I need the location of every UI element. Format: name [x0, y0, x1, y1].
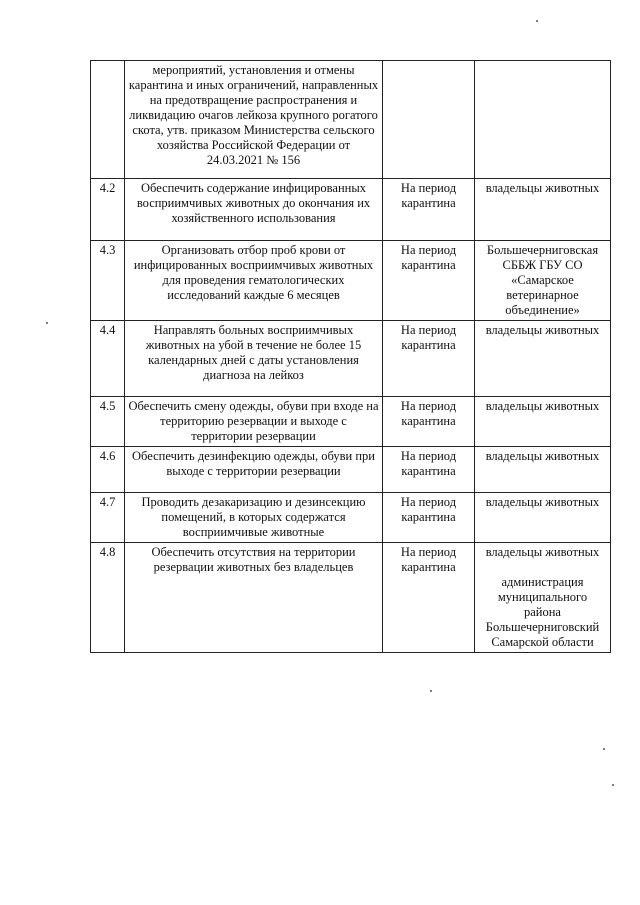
- row-responsible: [475, 61, 611, 179]
- table-row: [91, 397, 611, 447]
- row-period: На период карантина: [383, 179, 475, 241]
- row-period: На период карантина: [383, 241, 475, 321]
- row-number: 4.8: [91, 543, 125, 653]
- spacer: [478, 560, 607, 575]
- row-number: 4.2: [91, 179, 125, 241]
- row-responsible: [475, 241, 611, 321]
- responsible-party: владельцы животных: [485, 323, 600, 337]
- responsible-party: владельцы животных: [485, 399, 600, 413]
- scan-speck: [430, 690, 432, 692]
- row-responsible: [475, 447, 611, 493]
- responsible-party: владельцы животных: [485, 495, 600, 509]
- scan-speck: [536, 20, 538, 22]
- scan-speck: [46, 322, 48, 324]
- row-action: мероприятий, установления и отмены карантина и иных ограничений, направленных на предотвращение распространения и ликвидацию очагов лейкоза крупного рогатого скота, утв. приказом Министерства сельского хозяйства Российской Федерации от 24.03.2021 № 156: [125, 61, 383, 179]
- table-row: [91, 321, 611, 397]
- row-action: Обеспечить содержание инфицированных восприимчивых животных до окончания их хозяйственного использования: [125, 179, 383, 241]
- row-responsible: [475, 321, 611, 397]
- table-row: [91, 493, 611, 543]
- row-action: Обеспечить отсутствия на территории резервации животных без владельцев: [125, 543, 383, 653]
- row-period: На период карантина: [383, 397, 475, 447]
- row-action: Организовать отбор проб крови от инфицированных восприимчивых животных для проведения гематологических исследований каждые 6 месяцев: [125, 241, 383, 321]
- row-period: На период карантина: [383, 543, 475, 653]
- measures-table: [90, 60, 611, 653]
- row-action: Обеспечить дезинфекцию одежды, обуви при выходе с территории резервации: [125, 447, 383, 493]
- table-row: [91, 543, 611, 653]
- responsible-party: администрация муниципального района Большечерниговский Самарской области: [485, 575, 600, 649]
- row-responsible: [475, 397, 611, 447]
- row-number: [91, 61, 125, 179]
- scan-speck: [612, 784, 614, 786]
- row-action: Обеспечить смену одежды, обуви при входе на территорию резервации и выходе с территории резервации: [125, 397, 383, 447]
- row-period: На период карантина: [383, 493, 475, 543]
- row-period: На период карантина: [383, 447, 475, 493]
- row-number: 4.3: [91, 241, 125, 321]
- row-action: Проводить дезакаризацию и дезинсекцию помещений, в которых содержатся восприимчивые животные: [125, 493, 383, 543]
- table-row: [91, 179, 611, 241]
- responsible-party: владельцы животных: [485, 181, 600, 195]
- row-period: На период карантина: [383, 321, 475, 397]
- row-number: 4.5: [91, 397, 125, 447]
- row-responsible: [475, 493, 611, 543]
- row-responsible: [475, 543, 611, 653]
- responsible-party: владельцы животных: [485, 449, 600, 463]
- responsible-party: Большечерниговская СББЖ ГБУ СО «Самарское ветеринарное объединение»: [486, 243, 599, 317]
- row-number: 4.7: [91, 493, 125, 543]
- row-period: [383, 61, 475, 179]
- table-row: [91, 447, 611, 493]
- row-responsible: [475, 179, 611, 241]
- responsible-party: владельцы животных: [485, 545, 600, 559]
- scan-speck: [603, 748, 605, 750]
- table-row: [91, 61, 611, 179]
- table-row: [91, 241, 611, 321]
- row-action: Направлять больных восприимчивых животных на убой в течение не более 15 календарных дней с даты установления диагноза на лейкоз: [125, 321, 383, 397]
- row-number: 4.4: [91, 321, 125, 397]
- row-number: 4.6: [91, 447, 125, 493]
